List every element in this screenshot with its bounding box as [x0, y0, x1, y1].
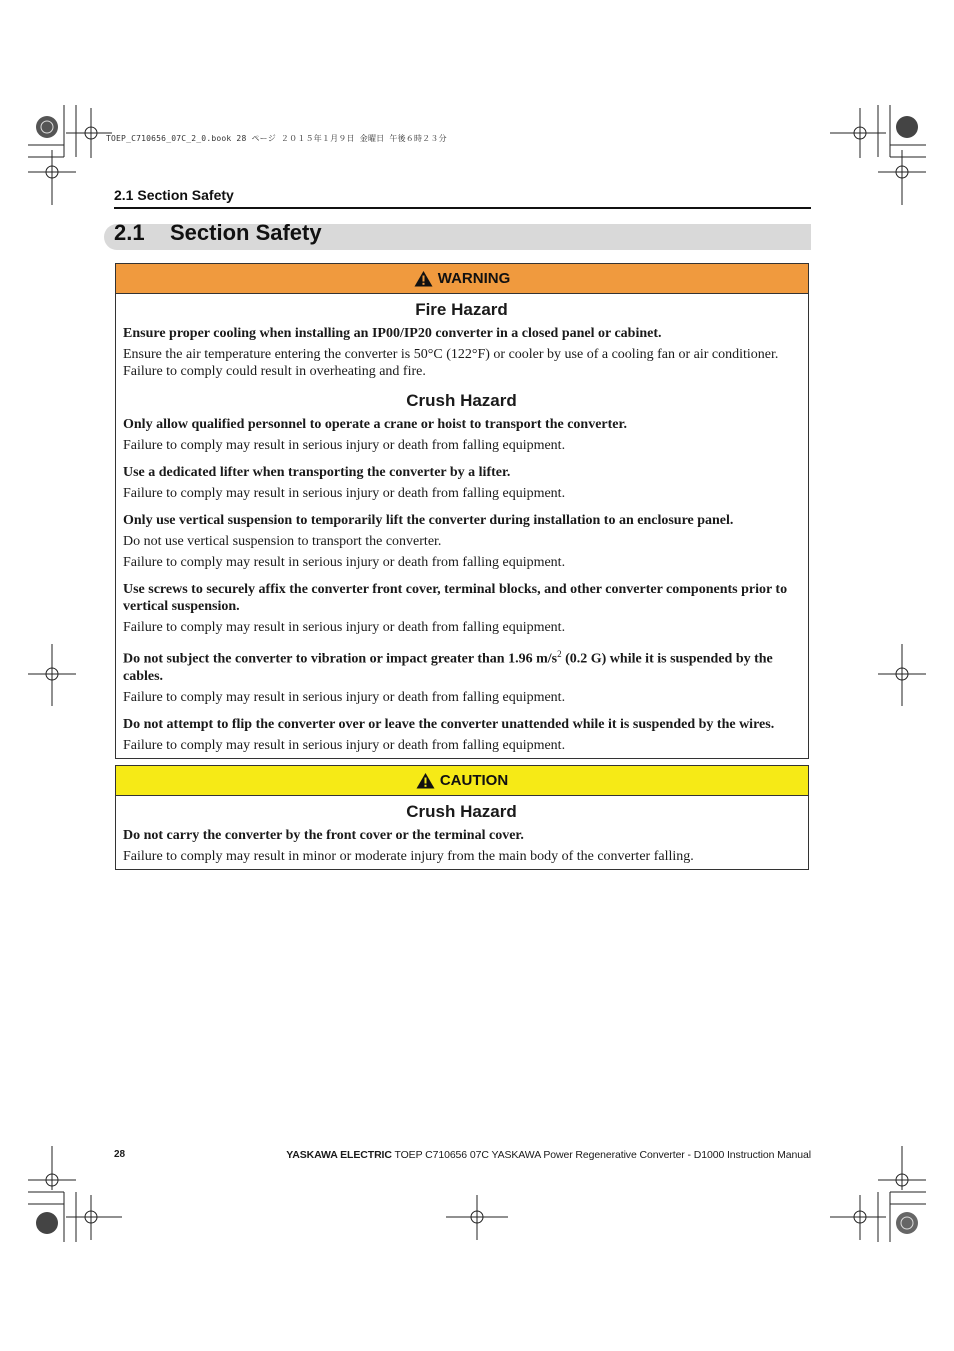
warning-triangle-icon: [416, 772, 435, 789]
caution-body: [116, 796, 808, 869]
fire-hazard-text: Ensure the air temperature entering the converter is 50°C (122°F) or cooler by use of a cooling fan or air conditioner. Failure to comply could result in overheating and fire.: [123, 347, 779, 379]
crush-item-5-text: Failure to comply may result in serious injury or death from falling equipment.: [123, 689, 566, 705]
page-number: 28: [114, 1149, 126, 1160]
header-rule: [114, 207, 811, 209]
crush-item-5-bold: Do not subject the converter to vibration or impact greater than 1.96 $m/s^2$ (0.2 G) while it is suspended by the cables.: [123, 649, 773, 684]
warning-header: [116, 264, 808, 294]
crush-hazard-heading: Crush Hazard: [406, 391, 517, 410]
warning-box: [115, 263, 809, 759]
caution-crush-heading: Crush Hazard: [406, 802, 517, 821]
crush-item-3-text2: Failure to comply may result in serious injury or death from falling equipment.: [123, 555, 566, 570]
crush-item-6-bold: Do not attempt to flip the converter over or leave the converter unattended while it is suspended by the wires.: [123, 716, 775, 732]
section-number: 2.1: [114, 220, 145, 245]
warning-body: [116, 294, 808, 758]
crush-item-3-bold: Only use vertical suspension to temporarily lift the converter during installation to an enclosure panel.: [123, 513, 734, 528]
caution-instruction: Do not carry the converter by the front cover or the terminal cover.: [123, 828, 524, 843]
crush-item-4-bold: Use screws to securely affix the converter front cover, terminal blocks, and other converter components prior to vertical suspension.: [123, 582, 788, 614]
footer-brand: YASKAWA ELECTRIC: [286, 1149, 392, 1161]
crush-item-1-text: Failure to comply may result in serious injury or death from falling equipment.: [123, 438, 566, 453]
section-title-text: Section Safety: [170, 220, 322, 245]
print-header: TOEP_C710656_07C_2_0.book 28 ページ ２０１５年１月９日 金曜日 午後６時２３分: [106, 134, 447, 143]
warning-label: WARNING: [437, 270, 511, 287]
footer-doc-title: [286, 1149, 811, 1161]
caution-text: Failure to comply may result in minor or moderate injury from the main body of the converter falling.: [123, 849, 694, 864]
caution-header: [116, 766, 808, 796]
warning-triangle-icon: [414, 270, 433, 287]
fire-hazard-heading: Fire Hazard: [415, 300, 508, 319]
caution-box: [115, 765, 809, 870]
caution-label: CAUTION: [439, 772, 509, 789]
crush-item-6-text: Failure to comply may result in serious injury or death from falling equipment.: [123, 737, 566, 753]
registration-mark-icon: [36, 116, 58, 138]
crush-item-2-bold: Use a dedicated lifter when transporting the converter by a lifter.: [123, 465, 511, 480]
crush-item-2-text: Failure to comply may result in serious injury or death from falling equipment.: [123, 486, 566, 501]
crush-item-4-text: Failure to comply may result in serious injury or death from falling equipment.: [123, 620, 566, 635]
section-title: [114, 220, 322, 246]
crush-item-3-text: Do not use vertical suspension to transport the converter.: [123, 534, 442, 549]
footer-doc: TOEP C710656 07C YASKAWA Power Regenerative Converter - D1000 Instruction Manual: [391, 1149, 811, 1161]
fire-hazard-instruction: Ensure proper cooling when installing an IP00/IP20 converter in a closed panel or cabinet.: [123, 326, 662, 341]
running-head: 2.1 Section Safety: [114, 187, 234, 203]
crush-item-1-bold: Only allow qualified personnel to operate a crane or hoist to transport the converter.: [123, 417, 627, 432]
crop-marks-top: [0, 0, 954, 210]
